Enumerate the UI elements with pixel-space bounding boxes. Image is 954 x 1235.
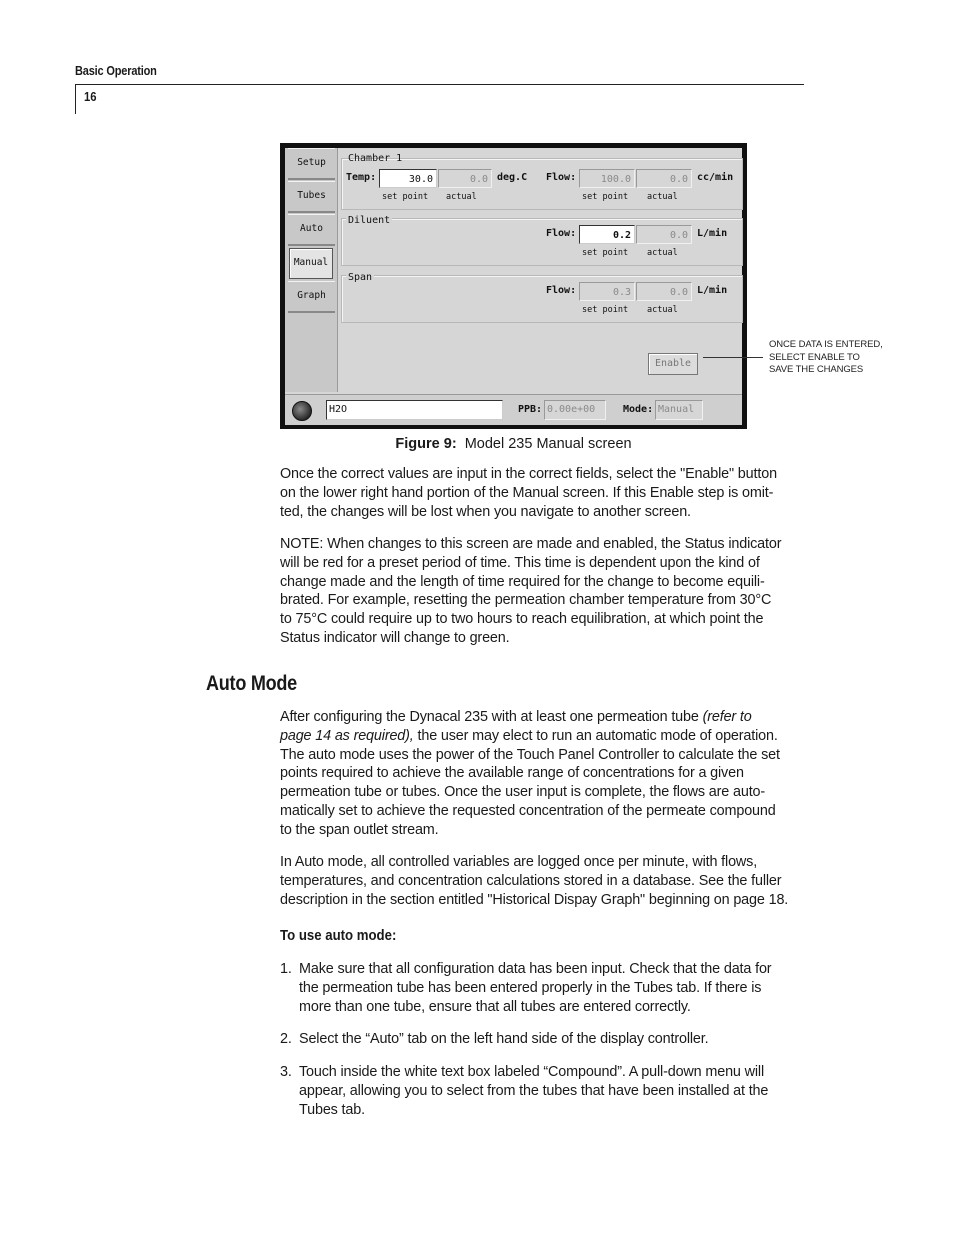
chamber-group <box>341 153 743 210</box>
diluent-setpoint-label: set point <box>582 248 629 258</box>
para4-line: In Auto mode, all controlled variables are logged once per minute, with flows, <box>280 854 758 870</box>
list-number: 2. <box>280 1031 292 1047</box>
diluent-flow-unit: L/min <box>697 228 728 239</box>
temp-label: Temp: <box>346 172 377 183</box>
tab-tubes[interactable]: Tubes <box>288 181 335 213</box>
para3-line <box>280 727 804 746</box>
para3-line: permeation tube or tubes. Once the user input is complete, the flows are auto- <box>280 784 766 801</box>
status-indicator-icon <box>292 401 312 421</box>
list-text <box>299 1063 804 1119</box>
para1-line: Once the correct values are input in the correct fields, select the "Enable" button <box>280 466 777 482</box>
para2-line: to 75°C could require up to two hours to reach equilibration, at which point the <box>280 611 764 628</box>
list-line: Select the “Auto” tab on the left hand side of the display controller. <box>299 1031 709 1047</box>
span-actual-label: actual <box>647 305 678 315</box>
para1-line: on the lower right hand portion of the Manual screen. If this Enable step is omit- <box>280 484 774 501</box>
span-group <box>341 272 743 323</box>
figure-caption <box>280 436 747 452</box>
list-text <box>299 1030 804 1049</box>
para3-line: The auto mode uses the power of the Touch Panel Controller to calculate the set <box>280 746 780 763</box>
span-title: Span <box>348 272 373 283</box>
list-line: appear, allowing you to select from the tubes that have been installed at the <box>299 1082 769 1099</box>
span-flow-setpoint-field: 0.3 <box>579 282 635 301</box>
para2-line: change made and the length of time required for the change to become equili- <box>280 573 765 590</box>
para2-line: NOTE: When changes to this screen are made and enabled, the Status indicator <box>280 536 782 552</box>
list-number: 1. <box>280 961 292 977</box>
list-line: the permeation tube has been entered properly in the Tubes tab. If there is <box>299 979 762 996</box>
para4-line: description in the section entitled "Historical Dispay Graph" beginning on page 18. <box>280 891 789 908</box>
diluent-title: Diluent <box>348 215 391 226</box>
temp-setpoint-label: set point <box>382 192 429 202</box>
list-line: more than one tube, ensure that all tubes are entered correctly. <box>299 998 691 1015</box>
diluent-flow-label: Flow: <box>546 228 577 239</box>
tab-panel <box>285 148 338 392</box>
temp-unit: deg.C <box>497 172 528 183</box>
para3-line <box>280 708 804 727</box>
tab-manual[interactable]: Manual <box>289 248 333 279</box>
mode-value-field: Manual <box>655 400 703 420</box>
enable-callout <box>769 339 889 377</box>
callout-line-2: SELECT ENABLE TO <box>769 351 860 363</box>
chamber-title: Chamber 1 <box>348 153 403 164</box>
header-rule <box>75 84 804 85</box>
paragraph-note <box>280 535 804 648</box>
callout-line-3: SAVE THE CHANGES <box>769 364 864 375</box>
caption-text: Model 235 Manual screen <box>464 436 632 452</box>
callout-line-1: ONCE DATA IS ENTERED, <box>769 339 883 350</box>
manual-main-panel <box>338 148 740 388</box>
sub-heading-to-use-auto-mode: To use auto mode: <box>280 927 397 944</box>
enable-button[interactable]: Enable <box>648 353 698 375</box>
span-flow-actual-field: 0.0 <box>636 282 692 301</box>
chamber-flow-setpoint-field: 100.0 <box>579 169 635 188</box>
tab-auto[interactable]: Auto <box>288 214 335 246</box>
list-line: Make sure that all configuration data has been input. Check that the data for <box>299 961 772 977</box>
para3-line: to the span outlet stream. <box>280 821 439 838</box>
tab-graph[interactable]: Graph <box>288 281 335 313</box>
ppb-label: PPB: <box>518 404 543 415</box>
temp-actual-field: 0.0 <box>438 169 492 188</box>
para3-ref-italic: page 14 as required), <box>280 727 414 744</box>
para3-text: After configuring the Dynacal 235 with at least one permeation tube <box>280 709 703 725</box>
header-vertical-rule <box>75 84 76 114</box>
list-text <box>299 960 804 1016</box>
manual-screen-figure <box>280 143 747 429</box>
temp-setpoint-input[interactable]: 30.0 <box>379 169 437 188</box>
chamber-flow-unit: cc/min <box>697 172 734 183</box>
para3-line: points required to achieve the available range of concentrations for a given <box>280 765 744 782</box>
chamber-flow-actual-field: 0.0 <box>636 169 692 188</box>
diluent-flow-actual-field: 0.0 <box>636 225 692 244</box>
diluent-flow-setpoint-input[interactable]: 0.2 <box>579 225 635 244</box>
status-bar <box>285 394 742 425</box>
diluent-group <box>341 215 743 266</box>
page-number: 16 <box>84 90 97 104</box>
para4-line: temperatures, and concentration calculations stored in a database. See the fuller <box>280 872 782 889</box>
chamber-flow-actual-label: actual <box>647 192 678 202</box>
para3-ref-italic: (refer to <box>702 709 752 725</box>
span-flow-label: Flow: <box>546 285 577 296</box>
para3-line: matically set to achieve the requested concentration of the permeate compound <box>280 802 776 819</box>
para2-line: Status indicator will change to green. <box>280 629 510 646</box>
chamber-flow-label: Flow: <box>546 172 577 183</box>
para2-line: will be red for a preset period of time. This time is dependent upon the kind of <box>280 554 760 571</box>
para3-text: the user may elect to run an automatic mode of operation. <box>413 727 778 744</box>
temp-actual-label: actual <box>446 192 477 202</box>
ppb-value-field: 0.00e+00 <box>544 400 606 420</box>
compound-input[interactable]: H2O <box>326 400 503 420</box>
list-line: Touch inside the white text box labeled “Compound”. A pull-down menu will <box>299 1064 765 1080</box>
mode-label: Mode: <box>623 404 654 415</box>
para1-line: ted, the changes will be lost when you navigate to another screen. <box>280 503 691 520</box>
list-line: Tubes tab. <box>299 1101 365 1118</box>
section-heading-auto-mode: Auto Mode <box>206 672 297 695</box>
list-number: 3. <box>280 1064 292 1080</box>
paragraph-enable-instructions <box>280 465 804 521</box>
running-header: Basic Operation <box>75 64 157 78</box>
tab-setup[interactable]: Setup <box>288 148 335 180</box>
callout-leader-line <box>703 357 763 358</box>
span-setpoint-label: set point <box>582 305 629 315</box>
chamber-flow-setpoint-label: set point <box>582 192 629 202</box>
para2-line: brated. For example, resetting the permeation chamber temperature from 30°C <box>280 592 772 609</box>
paragraph-auto-intro <box>280 708 804 840</box>
diluent-actual-label: actual <box>647 248 678 258</box>
span-flow-unit: L/min <box>697 285 728 296</box>
paragraph-auto-logging <box>280 853 804 909</box>
caption-label: Figure 9: <box>395 436 457 452</box>
touch-panel-display <box>285 148 742 424</box>
